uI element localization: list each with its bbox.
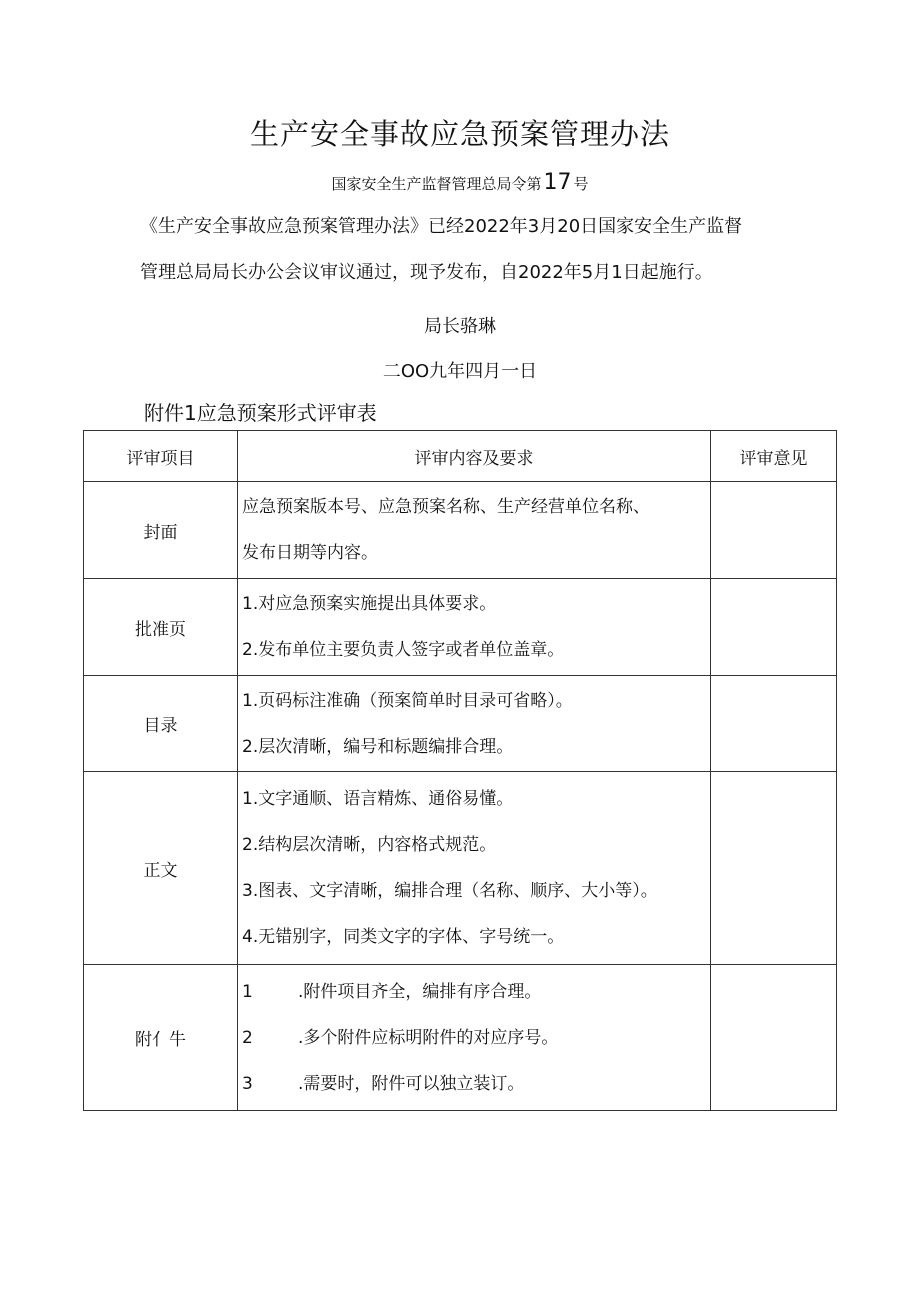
order-suffix: 号: [573, 175, 589, 193]
line-number: 1: [242, 981, 253, 1002]
line-text: .附件项目齐全，编排有序合理。: [298, 981, 542, 1002]
numbered-line: [242, 1061, 710, 1107]
header-content: 评审内容及要求: [238, 431, 711, 482]
table-row-body: [84, 772, 837, 965]
signer: 局长骆琳: [424, 316, 496, 337]
content-line: 2.结构层次清晰，内容格式规范。: [242, 835, 497, 855]
table-row-attachments: [84, 965, 837, 1111]
content-cell: [238, 482, 711, 579]
line-text: .多个附件应标明附件的对应序号。: [298, 1027, 559, 1048]
content-line: 2.层次清晰，编号和标题编排合理。: [242, 736, 514, 757]
line-number: 3: [242, 1073, 253, 1094]
item-cell: 目录: [84, 676, 238, 772]
opinion-cell: [711, 772, 837, 965]
table-row-toc: [84, 676, 837, 772]
table-header-row: [84, 431, 837, 482]
numbered-line: [242, 1015, 710, 1061]
numbered-line: [242, 969, 710, 1015]
issue-date: 二OO九年四月一日: [382, 361, 538, 382]
content-line: 1.文字通顺、语言精炼、通俗易懂。: [242, 789, 514, 809]
item-cell: 附亻牛: [84, 965, 238, 1111]
content-cell: [238, 965, 711, 1111]
item-cell: 正文: [84, 772, 238, 965]
document-title: 生产安全事故应急预案管理办法: [249, 117, 670, 151]
order-number: 17: [543, 170, 572, 195]
content-cell: [238, 676, 711, 772]
table-row-approval: [84, 579, 837, 676]
line-text: .需要时，附件可以独立装订。: [298, 1073, 525, 1094]
line-number: 2: [242, 1027, 253, 1048]
content-line: 1.对应急预案实施提出具体要求。: [242, 594, 497, 614]
header-opinion: 评审意见: [711, 431, 837, 482]
table-row-cover: [84, 482, 837, 579]
header-item: 评审项目: [84, 431, 238, 482]
content-cell: [238, 579, 711, 676]
opinion-cell: [711, 482, 837, 579]
item-cell: 批准页: [84, 579, 238, 676]
opinion-cell: [711, 676, 837, 772]
opinion-cell: [711, 965, 837, 1111]
content-line: 4.无错别字，同类文字的字体、字号统一。: [242, 927, 565, 947]
content-cell: [238, 772, 711, 965]
content-line: 2.发布单位主要负责人签字或者单位盖章。: [242, 640, 565, 660]
paragraph-line-2: 管理总局局长办公会议审议通过，现予发布，自2022年5月1日起施行。: [140, 262, 713, 283]
review-table: [83, 430, 837, 1111]
opinion-cell: [711, 579, 837, 676]
content-line: 1.页码标注准确（预案简单时目录可省略）。: [242, 690, 573, 711]
paragraph-line-1: 《生产安全事故应急预案管理办法》已经2022年3月20日国家安全生产监督: [140, 216, 743, 237]
item-cell: 封面: [84, 482, 238, 579]
attachment-title: 附件1应急预案形式评审表: [144, 401, 377, 425]
content-line: 应急预案版本号、应急预案名称、生产经营单位名称、: [242, 497, 650, 517]
order-line: [0, 170, 920, 195]
order-prefix: 国家安全生产监督管理总局令第: [331, 175, 542, 193]
content-line: 发布日期等内容。: [242, 543, 378, 563]
content-line: 3.图表、文字清晰，编排合理（名称、顺序、大小等）。: [242, 881, 658, 901]
